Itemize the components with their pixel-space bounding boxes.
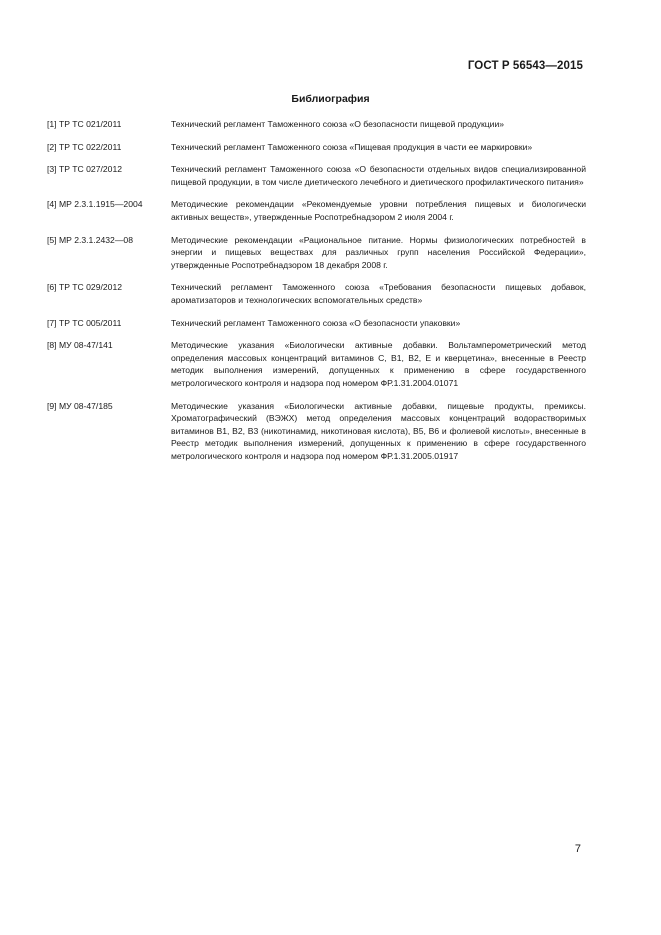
entry-reference: [4] МР 2.3.1.1915—2004 [47, 199, 143, 210]
entry-reference: [1] ТР ТС 021/2011 [47, 119, 122, 129]
entry-text: Методические рекомендации «Рекомендуемые уровни потребления пищевых и биологически активных веществ», утвержденные Роспотребнадзором 2 июля 2004 г. [171, 199, 586, 222]
entry-reference: [9] МУ 08-47/185 [47, 400, 113, 411]
bibliography-entry [47, 234, 586, 272]
page-number: 7 [574, 843, 581, 855]
bibliography-entry [47, 118, 586, 131]
entry-text: Технический регламент Таможенного союза «Пищевая продукция в части ее маркировки» [171, 141, 533, 152]
entry-reference: [2] ТР ТС 022/2011 [47, 141, 122, 152]
entry-reference: [6] ТР ТС 029/2012 [47, 282, 122, 293]
entry-reference: [3] ТР ТС 027/2012 [47, 164, 122, 175]
bibliography-entry [47, 198, 586, 223]
bibliography-list [47, 118, 586, 472]
entry-text: Методические указания «Биологически активные добавки, пищевые продукты, премиксы. Хроматографический (ВЭЖХ) метод определения массовых концентраций водорастворимых витаминов В1, В2, В3 (никотинамид, никотиновая кислота), В5, В6 и фолиевой кислоты», внесенные в Реестр методик выполнения измерений, допущенных к применению в сфере государственного метрологического контроля и надзора под номером ФР.1.31.2005.01917 [171, 400, 586, 461]
entry-reference: [5] МР 2.3.1.2432—08 [47, 234, 133, 245]
bibliography-entry [47, 339, 586, 389]
bibliography-entry [47, 317, 586, 330]
bibliography-entry [47, 163, 586, 188]
bibliography-entry [47, 400, 586, 463]
bibliography-entry [47, 141, 586, 154]
bibliography-entry [47, 281, 586, 306]
entry-text: Технический регламент Таможенного союза «Требования безопасности пищевых добавок, ароматизаторов и технологических вспомогательных средств» [171, 282, 586, 305]
section-title: Библиография [291, 93, 370, 105]
document-number: ГОСТ Р 56543—2015 [467, 60, 583, 72]
entry-text: Методические рекомендации «Рациональное питание. Нормы физиологических потребностей в энергии и пищевых веществах для различных групп населения Российской Федерации», утвержденные Роспотребнадзором 18 декабря 2008 г. [171, 234, 586, 270]
entry-text: Технический регламент Таможенного союза «О безопасности упаковки» [171, 317, 461, 328]
entry-text: Технический регламент Таможенного союза «О безопасности отдельных видов специализированной пищевой продукции, в том числе диетического лечебного и диетического профилактического питания» [171, 164, 586, 187]
entry-reference: [7] ТР ТС 005/2011 [47, 317, 122, 328]
entry-reference: [8] МУ 08-47/141 [47, 340, 113, 351]
entry-text: Методические указания «Биологически активные добавки. Вольтамперометрический метод определения массовых концентраций витаминов С, В1, В2, Е и кверцетина», внесенные в Реестр методик выполнения измерений, допущенных к применению в сфере государственного метрологического контроля и надзора под номером ФР.1.31.2004.01071 [171, 340, 586, 388]
entry-text: Технический регламент Таможенного союза «О безопасности пищевой продукции» [171, 119, 505, 129]
